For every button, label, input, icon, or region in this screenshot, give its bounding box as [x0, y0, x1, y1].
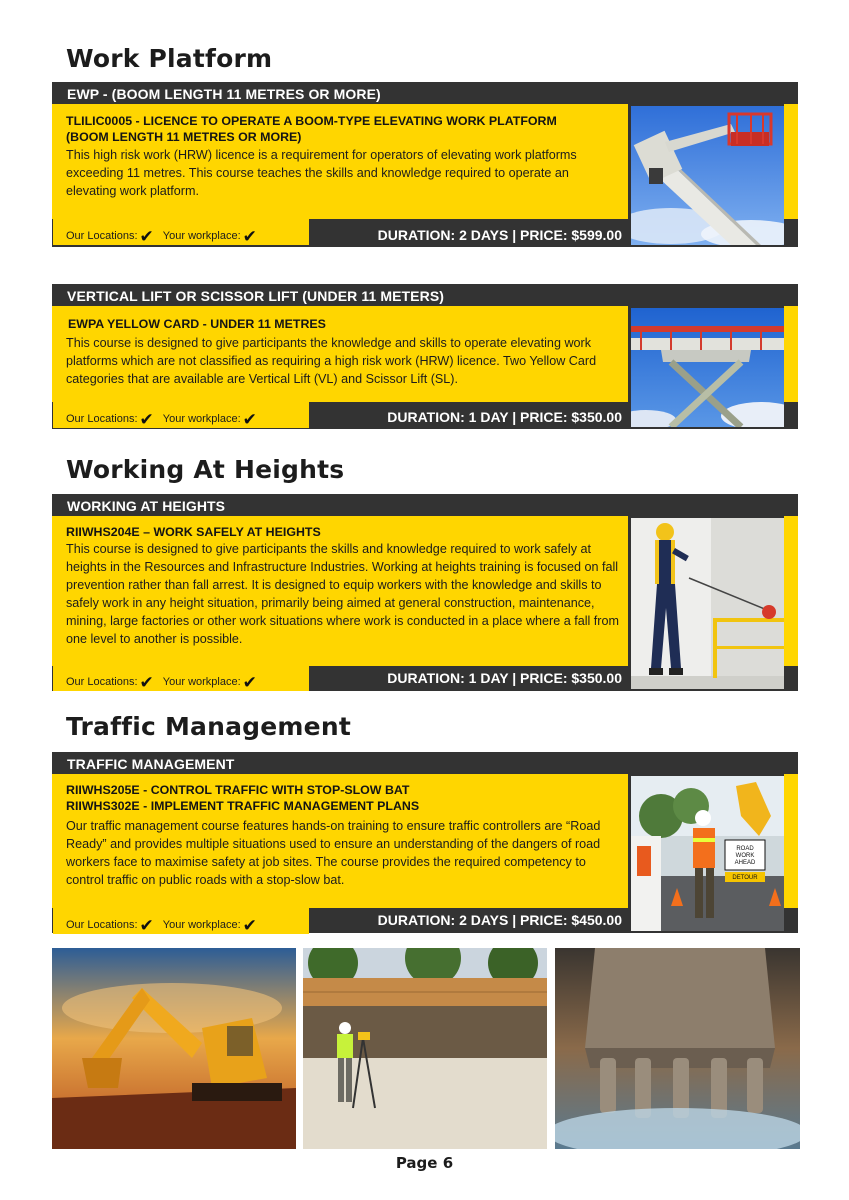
course-availability [53, 402, 309, 428]
card-edge [784, 306, 798, 402]
check-icon: ✔ [242, 227, 257, 246]
duration-price: DURATION: 1 DAY | PRICE: $350.00 [387, 409, 622, 425]
workplace-label: Your workplace: [162, 413, 241, 425]
course-code-line: TLILIC0005 - LICENCE TO OPERATE A BOOM-TYPE ELEVATING WORK PLATFORM [66, 114, 557, 128]
course-code-line: RIIWHS302E - IMPLEMENT TRAFFIC MANAGEMENT PLANS [66, 799, 420, 813]
duration-price: DURATION: 2 DAYS | PRICE: $599.00 [377, 227, 622, 243]
course-availability [53, 665, 309, 691]
page-number: Page 6 [395, 1154, 454, 1172]
locations-label: Our Locations: [66, 919, 138, 931]
detour-text: DETOUR [732, 875, 758, 881]
course-code [66, 113, 557, 145]
course-code [68, 316, 326, 332]
course-card-ewp [52, 82, 798, 247]
workplace-label: Your workplace: [162, 230, 241, 242]
scissor-lift-photo [631, 308, 784, 427]
course-description: Our traffic management course features hands-on training to ensure traffic controllers are “Road Ready” and provides multiple situations used to ensure an understanding of the dangers of road workers face to maximise safety at job sites. The course provides the required competency to control traffic on public roads with a stop-slow bat. [66, 819, 601, 887]
course-card-scissor-lift [52, 284, 798, 429]
course-code-line: EWPA YELLOW CARD - UNDER 11 METRES [68, 317, 326, 331]
workplace-label: Your workplace: [162, 676, 241, 688]
course-card-working-at-heights [52, 494, 798, 691]
check-icon: ✔ [242, 673, 257, 692]
course-availability [53, 908, 309, 934]
locations-label: Our Locations: [66, 230, 138, 242]
sign-text-line: AHEAD [734, 860, 756, 866]
check-icon: ✔ [139, 673, 154, 692]
course-availability [53, 219, 309, 245]
harness-worker-photo [631, 518, 784, 689]
sign-text-line: WORK [735, 853, 755, 859]
duration-price: DURATION: 1 DAY | PRICE: $350.00 [387, 670, 622, 686]
section-title-working-at-heights: Working At Heights [66, 455, 345, 484]
excavator-sunset-photo [52, 948, 296, 1149]
excavator-bucket-photo [555, 948, 800, 1149]
check-icon: ✔ [242, 410, 257, 429]
course-description: This course is designed to give participants the knowledge and skills to operate elevating work platforms which are not classified as requiring a high risk work (HRW) licence. Two Yellow Card categories that are available are Vertical Lift (VL) and Scissor Lift (SL). [66, 336, 597, 386]
surveyor-photo [303, 948, 547, 1149]
card-edge [784, 774, 798, 908]
check-icon: ✔ [139, 227, 154, 246]
course-card-header: WORKING AT HEIGHTS [52, 494, 798, 516]
course-code [66, 782, 419, 814]
course-card-header: VERTICAL LIFT OR SCISSOR LIFT (UNDER 11 METERS) [52, 284, 798, 306]
boom-lift-photo [631, 106, 784, 245]
course-code-line: RIIWHS205E - CONTROL TRAFFIC WITH STOP-SLOW BAT [66, 783, 410, 797]
section-title-work-platform: Work Platform [66, 44, 273, 73]
course-code-line: (BOOM LENGTH 11 METRES OR MORE) [66, 130, 302, 144]
course-card-header: TRAFFIC MANAGEMENT [52, 752, 798, 774]
course-code-line: RIIWHS204E – WORK SAFELY AT HEIGHTS [66, 525, 321, 539]
course-description: This high risk work (HRW) licence is a requirement for operators of elevating work platforms exceeding 11 metres. This course teaches the skills and knowledge required to operate an elevating work platform. [66, 148, 577, 198]
locations-label: Our Locations: [66, 676, 138, 688]
course-card-traffic-management [52, 752, 798, 933]
sign-text-line: ROAD [736, 846, 754, 852]
section-title-traffic-management: Traffic Management [66, 712, 351, 741]
duration-price: DURATION: 2 DAYS | PRICE: $450.00 [377, 912, 622, 928]
card-edge [784, 104, 798, 219]
workplace-label: Your workplace: [162, 919, 241, 931]
check-icon: ✔ [139, 410, 154, 429]
course-description: This course is designed to give participants the skills and knowledge required to work safely at heights in the Resources and Infrastructure Industries. Working at heights training is focused on fall prevention rather than fall arrest. It is designed to equip workers with the knowledge and skills to safely work in any height situation, primarily being aimed at general construction, maintenance, mining, large factories or other work situations where work is conducted in a place where a fall from one level to another is possible. [66, 542, 619, 646]
card-edge [784, 516, 798, 666]
check-icon: ✔ [242, 916, 257, 935]
check-icon: ✔ [139, 916, 154, 935]
traffic-controller-photo [631, 776, 784, 931]
locations-label: Our Locations: [66, 413, 138, 425]
course-code [66, 524, 321, 540]
course-card-header: EWP - (BOOM LENGTH 11 METRES OR MORE) [52, 82, 798, 104]
